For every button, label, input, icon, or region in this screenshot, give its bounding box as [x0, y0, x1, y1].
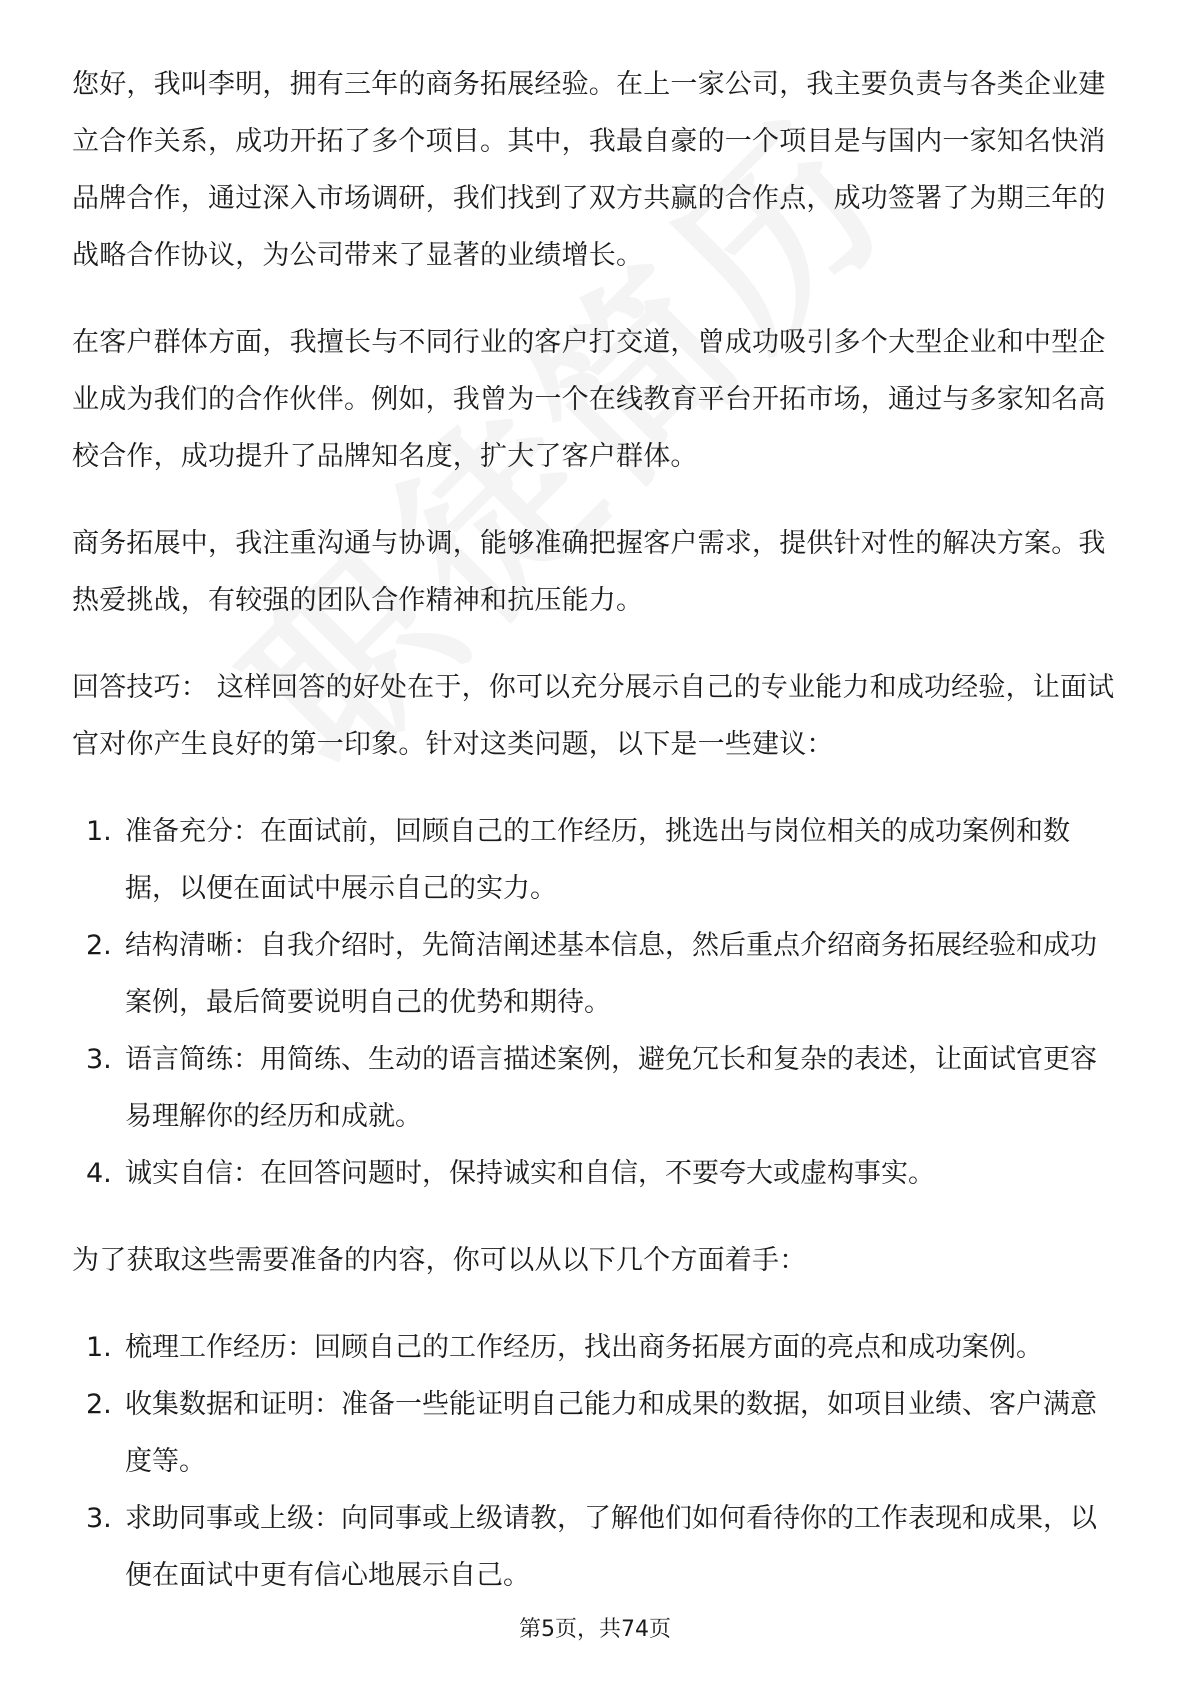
list-number: 2.	[86, 930, 112, 961]
skills-paragraph: 商务拓展中，我注重沟通与协调，能够准确把握客户需求，提供针对性的解决方案。我热爱挑战，有较强的团队合作精神和抗压能力。	[72, 528, 1106, 616]
list-item-text: 语言简练：用简练、生动的语言描述案例，避免冗长和复杂的表述，让面试官更容易理解你的经历和成就。	[125, 1044, 1097, 1132]
list-item-text: 诚实自信：在回答问题时，保持诚实和自信，不要夸大或虚构事实。	[125, 1158, 935, 1189]
list-item	[72, 1319, 1122, 1376]
list-item	[72, 917, 1122, 1031]
clients-paragraph: 在客户群体方面，我擅长与不同行业的客户打交道，曾成功吸引多个大型企业和中型企业成为我们的合作伙伴。例如，我曾为一个在线教育平台开拓市场，通过与多家知名高校合作，成功提升了品牌知名度，扩大了客户群体。	[72, 327, 1106, 472]
tips-list	[72, 803, 1122, 1202]
list-item	[72, 1145, 1122, 1202]
list-item-text: 结构清晰：自我介绍时，先简洁阐述基本信息，然后重点介绍商务拓展经验和成功案例，最后简要说明自己的优势和期待。	[125, 930, 1097, 1018]
document-body	[72, 56, 1122, 1634]
page-footer: 第5页，共74页	[519, 1617, 671, 1642]
intro-paragraph: 您好，我叫李明，拥有三年的商务拓展经验。在上一家公司，我主要负责与各类企业建立合作关系，成功开拓了多个项目。其中，我最自豪的一个项目是与国内一家知名快消品牌合作，通过深入市场调研，我们找到了双方共赢的合作点，成功签署了为期三年的战略合作协议，为公司带来了显著的业绩增长。	[72, 69, 1106, 271]
list-item-text: 收集数据和证明：准备一些能证明自己能力和成果的数据，如项目业绩、客户满意度等。	[125, 1389, 1097, 1477]
list-item-text: 求助同事或上级：向同事或上级请教，了解他们如何看待你的工作表现和成果，以便在面试中更有信心地展示自己。	[125, 1503, 1097, 1591]
list-item	[72, 803, 1122, 917]
list-number: 3.	[86, 1044, 112, 1075]
list-item-text: 准备充分：在面试前，回顾自己的工作经历，挑选出与岗位相关的成功案例和数据，以便在面试中展示自己的实力。	[125, 816, 1070, 904]
list-number: 1.	[86, 816, 112, 847]
list-number: 3.	[86, 1503, 112, 1534]
list-number: 4.	[86, 1158, 112, 1189]
list-item	[72, 1376, 1122, 1490]
prep-intro-paragraph: 为了获取这些需要准备的内容，你可以从以下几个方面着手：	[72, 1245, 807, 1276]
answer-tips-paragraph: 回答技巧： 这样回答的好处在于，你可以充分展示自己的专业能力和成功经验，让面试官对你产生良好的第一印象。针对这类问题，以下是一些建议：	[72, 672, 1115, 760]
prep-list	[72, 1319, 1122, 1604]
list-item	[72, 1031, 1122, 1145]
list-number: 1.	[86, 1332, 112, 1363]
list-number: 2.	[86, 1389, 112, 1420]
list-item-text: 梳理工作经历：回顾自己的工作经历，找出商务拓展方面的亮点和成功案例。	[125, 1332, 1043, 1363]
list-item	[72, 1490, 1122, 1604]
